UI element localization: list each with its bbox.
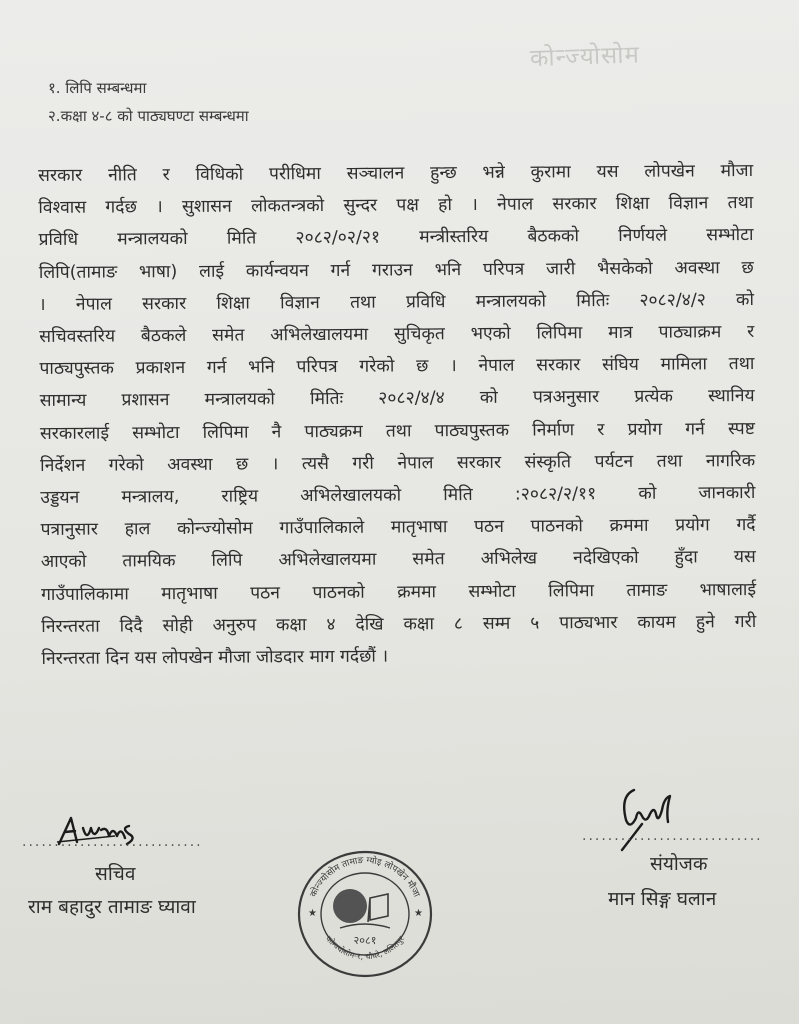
body-line: निरन्तरता दिन यस लोपखेन मौजा जोडदार माग गर्दछौं । [41,646,389,670]
secretary-name: राम बहादुर तामाङ घ्यावा [28,896,196,918]
body-line: उड्डयन मन्त्रालय, राष्ट्रिय अभिलेखालयको मिति :२०८२/२/११ को जानकारी [40,483,756,509]
body-line: पाठ्यपुस्तक प्रकाशन गर्न भनि परिपत्र गरेको छ । नेपाल सरकार संघिय मामिला तथा [39,354,755,380]
book-icon [368,894,388,922]
star-icon: ★ [414,908,423,919]
signature-line-left: ............................ [22,834,203,850]
coordinator-signature [612,780,692,860]
organization-seal [290,846,440,981]
subject-line-2: २.कक्षा ४-८ को पाठ्यघण्टा सम्बन्धमा [48,107,249,125]
body-line: सरकार नीति र विधिको परीधिमा सञ्चालन हुन्छ भन्ने कुरामा यस लोपखेन मौजा [38,161,754,186]
body-line: निर्देशन गरेको अवस्था छ । त्यसै गरी नेपाल सरकार संस्कृति पर्यटन तथा नागरिक [40,450,756,476]
star-icon: ★ [308,908,317,919]
body-line: गाउँपालिकामा मातृभाषा पठन पाठनको क्रममा सम्भोटा लिपिमा तामाङ भाषालाई [40,579,757,605]
letter-body [38,155,757,675]
body-line: प्रविधि मन्त्रालयको मिति २०८२/०२/२१ मन्त्रीस्तरिय बैठकको निर्णयले सम्भोटा [38,225,754,251]
coordinator-name: मान सिङ्ग घलान [608,888,717,910]
body-line: सरकारलाई सम्भोटा लिपिमा नै पाठ्यक्रम तथा पाठ्यपुस्तक निर्माण र प्रयोग गर्न स्पष्ट [39,418,755,444]
body-line: विश्वास गर्दछ । सुशासन लोकतन्त्रको सुन्दर पक्ष हो । नेपाल सरकार शिक्षा विज्ञान तथा [38,193,754,219]
seal-bottom-text: कोन्ज्योसोम-१, चौघरे, ललितपुर [323,934,407,962]
secretary-role: सचिव [95,863,136,885]
body-line: सामान्य प्रशासन मन्त्रालयको मितिः २०८२/४/४ को पत्रअनुसार प्रत्येक स्थानिय [39,386,755,412]
coordinator-role: संयोजक [650,853,708,875]
seal-top-text: कोन्ज्योसोम तामाङ ग्योइ लोपखेन मौजा [308,855,422,899]
body-line: निरन्तरता दिदै सोही अनुरुप कक्षा ४ देखि कक्षा ८ सम्म ५ पाठ्यभार कायम हुने गरी [41,611,757,637]
seal-year: २०८१ [353,934,377,947]
globe-icon [333,889,367,923]
signature-line-right: ............................ [582,828,763,844]
subject-line-1: १. लिपि सम्बन्धमा [48,79,147,97]
body-line: लिपि(तामाङ भाषा) लाई कार्यन्वयन गर्न गराउन भनि परिपत्र जारी भैसकेको अवस्था छ [38,257,754,283]
body-line: । नेपाल सरकार शिक्षा विज्ञान तथा प्रविधि मन्त्रालयको मितिः २०८२/४/२ को [38,289,755,315]
body-line: सचिवस्तरिय बैठकले समेत अभिलेखालयमा सुचिकृत भएको लिपिमा मात्र पाठ्याक्रम र [39,322,755,348]
bleed-through-text: कोन्ज्योसोम [529,40,641,73]
body-line: आएको तामयिक लिपि अभिलेखालयमा समेत अभिलेख नदेखिएको हुँदा यस [40,547,756,573]
body-line: पत्रानुसार हाल कोन्ज्योसोम गाउँपालिकाले मातृभाषा पठन पाठनको क्रममा प्रयोग गर्दै [40,515,756,541]
svg-text:कोन्ज्योसोम तामाङ ग्योइ लोपखेन [307,854,422,899]
